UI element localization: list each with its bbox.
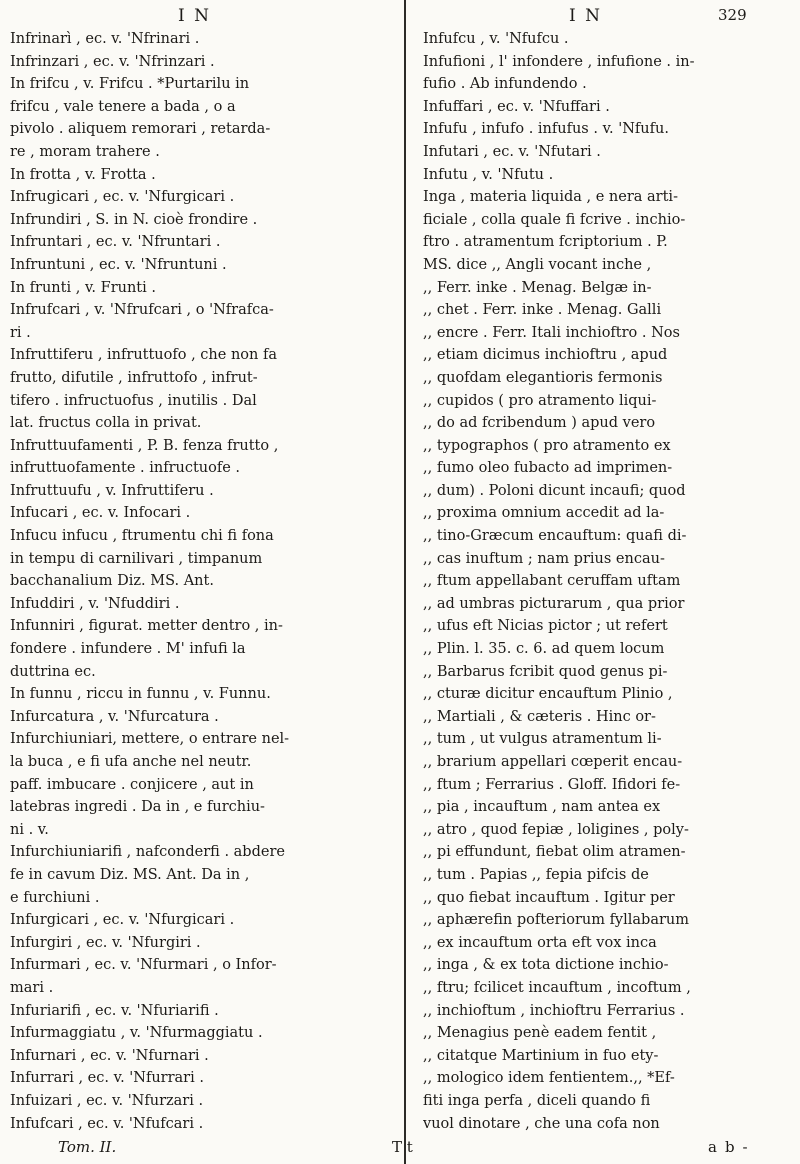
text-line: Infruntari , ec. v. 'Nfruntari . <box>10 234 221 251</box>
text-line: Infutari , ec. v. 'Nfutari . <box>423 143 601 160</box>
text-line: Infruttiferu , infruttuofo , che non fa <box>10 347 277 364</box>
text-line: Infufcu , v. 'Nfufcu . <box>423 31 569 47</box>
text-line: ,, Menagius penè eadem fentit , <box>423 1025 657 1042</box>
text-line: ,, proxima omnium accedit ad la- <box>423 505 665 522</box>
text-line: Infurgicari , ec. v. 'Nfurgicari . <box>10 912 235 929</box>
text-line: paff. imbucare . conjicere , aut in <box>10 776 254 793</box>
text-line: ,, Martiali , & cæteris . Hinc or- <box>423 708 656 725</box>
running-head-right: I N <box>569 6 602 26</box>
text-line: ftro . atramentum fcriptorium . P. <box>423 234 668 251</box>
column-divider <box>404 0 406 1164</box>
text-line: Infurrari , ec. v. 'Nfurrari . <box>10 1070 204 1087</box>
text-line: in tempu di carnilivari , timpanum <box>10 550 263 567</box>
text-line: Infucu infucu , ftrumentu chi fi fona <box>10 528 274 545</box>
text-line: Infurgiri , ec. v. 'Nfurgiri . <box>10 934 201 951</box>
text-line: In frotta , v. Frotta . <box>10 166 156 183</box>
text-line: Infurchiuniarifi , nafconderfi . abdere <box>10 844 285 861</box>
text-line: ri . <box>10 324 31 341</box>
text-line: Infucari , ec. v. Infocari . <box>10 505 191 522</box>
text-line: ficiale , colla quale fi fcrive . inchio- <box>423 211 686 228</box>
text-line: ,, encre . Ferr. Itali inchioftro . Nos <box>423 324 680 341</box>
text-line: duttrina ec. <box>10 663 96 680</box>
text-line: tifero . infructuofus , inutilis . Dal <box>10 392 257 409</box>
running-head-left: I N <box>178 6 211 26</box>
text-line: pivolo . aliquem remorari , retarda- <box>10 121 271 138</box>
text-line: e furchiuni . <box>10 889 100 906</box>
text-line: ,, Plin. l. 35. c. 6. ad quem locum <box>423 641 665 658</box>
text-line: ,, pi effundunt, fiebat olim atramen- <box>423 844 686 861</box>
text-line: ,, mologico idem fentientem.,, *Ef- <box>423 1070 675 1087</box>
text-line: Infufioni , l' infondere , infufione . in- <box>423 53 695 70</box>
text-line: Infutu , v. 'Nfutu . <box>423 166 554 183</box>
text-line: ,, ftum appellabant ceruffam uftam <box>423 573 681 590</box>
text-line: Infuriarifi , ec. v. 'Nfuriarifi . <box>10 1002 219 1019</box>
text-line: Infrinarì , ec. v. 'Nfrinari . <box>10 31 200 47</box>
text-line: Infuffari , ec. v. 'Nfuffari . <box>423 98 610 115</box>
text-line: Infruttuufu , v. Infruttiferu . <box>10 482 214 499</box>
text-line: Infrugicari , ec. v. 'Nfurgicari . <box>10 189 235 206</box>
text-line: re , moram trahere . <box>10 143 160 160</box>
text-line: ,, dum) . Poloni dicunt incaufi; quod <box>423 482 686 499</box>
text-line: frifcu , vale tenere a bada , o a <box>10 98 236 115</box>
text-line: ,, ex incauftum orta eft vox inca <box>423 934 657 951</box>
left-column <box>10 28 375 1135</box>
text-line: Infurmaggiatu , v. 'Nfurmaggiatu . <box>10 1025 263 1042</box>
text-line: Infrundiri , S. in N. cioè frondire . <box>10 211 258 228</box>
text-line: ,, brarium appellari cœperit encau- <box>423 754 683 770</box>
text-line: Infurcatura , v. 'Nfurcatura . <box>10 708 219 725</box>
text-line: frutto, difutile , infruttofo , infrut- <box>10 369 258 386</box>
text-line: ,, pia , incauftum , nam antea ex <box>423 799 661 816</box>
text-line: ,, cupidos ( pro atramento liqui- <box>423 392 657 409</box>
text-line: ,, ftum ; Ferrarius . Gloff. Ifidori fe- <box>423 776 681 793</box>
text-line: Infruttuufamenti , P. B. fenza frutto , <box>10 437 279 454</box>
text-line: ,, citatque Martinium in fuo ety- <box>423 1047 659 1064</box>
text-line: ,, do ad fcribendum ) apud vero <box>423 415 656 432</box>
text-line: ,, cas inuftum ; nam prius encau- <box>423 550 665 567</box>
text-line: Infuizari , ec. v. 'Nfurzari . <box>10 1092 204 1109</box>
text-line: Infurmari , ec. v. 'Nfurmari , o Infor- <box>10 957 277 974</box>
catchword: ab- <box>708 1138 756 1156</box>
text-line: In funnu , riccu in funnu , v. Funnu. <box>10 686 271 703</box>
text-line: Infurchiuniari, mettere, o entrare nel- <box>10 731 290 748</box>
text-line: ,, Ferr. inke . Menag. Belgæ in- <box>423 279 652 296</box>
text-line: ,, tum , ut vulgus atramentum li- <box>423 731 662 748</box>
text-line: In frunti , v. Frunti . <box>10 279 156 296</box>
text-line: Infufu , infufo . infufus . v. 'Nfufu. <box>423 121 669 138</box>
text-line: Infrufcari , v. 'Nfrufcari , o 'Nfrafca- <box>10 302 274 319</box>
text-line: ,, tino-Græcum encauftum: quafi di- <box>423 528 687 545</box>
text-line: Infrinzari , ec. v. 'Nfrinzari . <box>10 53 215 70</box>
volume-label: Tom. II. <box>58 1138 117 1156</box>
text-line: fufio . Ab infundendo . <box>423 76 587 93</box>
text-line: ,, quo fiebat incauftum . Igitur per <box>423 889 675 906</box>
text-line: Inga , materia liquida , e nera arti- <box>423 189 678 206</box>
text-line: ,, aphærefin pofteriorum fyllabarum <box>423 912 689 929</box>
text-line: la buca , e fi ufa anche nel neutr. <box>10 754 252 770</box>
right-column <box>423 28 788 1135</box>
text-line: ,, Barbarus fcribit quod genus pi- <box>423 663 668 680</box>
text-line: ,, chet . Ferr. inke . Menag. Galli <box>423 302 662 319</box>
text-line: lat. fructus colla in privat. <box>10 415 202 432</box>
text-line: ,, tum . Papias ,, fepia pifcis de <box>423 866 649 883</box>
page-number: 329 <box>718 6 747 24</box>
text-line: vuol dinotare , che una cofa non <box>423 1115 660 1132</box>
text-line: ,, cturæ dicitur encauftum Plinio , <box>423 686 673 703</box>
text-line: MS. dice ,, Angli vocant inche , <box>423 256 652 273</box>
text-line: ,, quofdam elegantioris fermonis <box>423 369 663 386</box>
text-line: fiti inga perfa , diceli quando fi <box>423 1092 651 1109</box>
text-line: fondere . infundere . M' infufi la <box>10 641 246 658</box>
text-line: Infunniri , figurat. metter dentro , in- <box>10 618 283 635</box>
text-line: latebras ingredi . Da in , e furchiu- <box>10 799 265 816</box>
text-line: ,, fumo oleo fubacto ad imprimen- <box>423 460 673 477</box>
text-line: Infuddiri , v. 'Nfuddiri . <box>10 595 180 612</box>
text-line: fe in cavum Diz. MS. Ant. Da in , <box>10 866 250 883</box>
text-line: mari . <box>10 979 54 996</box>
text-line: Infruntuni , ec. v. 'Nfruntuni . <box>10 256 227 273</box>
page-header <box>0 0 800 30</box>
text-line: Infufcari , ec. v. 'Nfufcari . <box>10 1115 204 1132</box>
text-line: ,, typographos ( pro atramento ex <box>423 437 671 454</box>
text-line: ,, ufus eft Nicias pictor ; ut refert <box>423 618 668 635</box>
text-line: ,, ad umbras picturarum , qua prior <box>423 595 685 612</box>
text-line: ,, atro , quod fepiæ , loligines , poly- <box>423 821 689 838</box>
text-line: ,, inchioftum , inchioftru Ferrarius . <box>423 1002 685 1019</box>
text-line: bacchanalium Diz. MS. Ant. <box>10 573 214 590</box>
signature-mark: T t <box>392 1138 413 1156</box>
text-line: ni . v. <box>10 821 49 838</box>
text-line: ,, etiam dicimus inchioftru , apud <box>423 347 668 364</box>
text-line: ,, inga , & ex tota dictione inchio- <box>423 957 669 974</box>
text-line: Infurnari , ec. v. 'Nfurnari . <box>10 1047 209 1064</box>
text-line: In frifcu , v. Frifcu . *Purtarilu in <box>10 76 250 93</box>
text-line: infruttuofamente . infructuofe . <box>10 460 241 477</box>
text-line: ,, ftru; fcilicet incauftum , incoftum , <box>423 979 691 996</box>
